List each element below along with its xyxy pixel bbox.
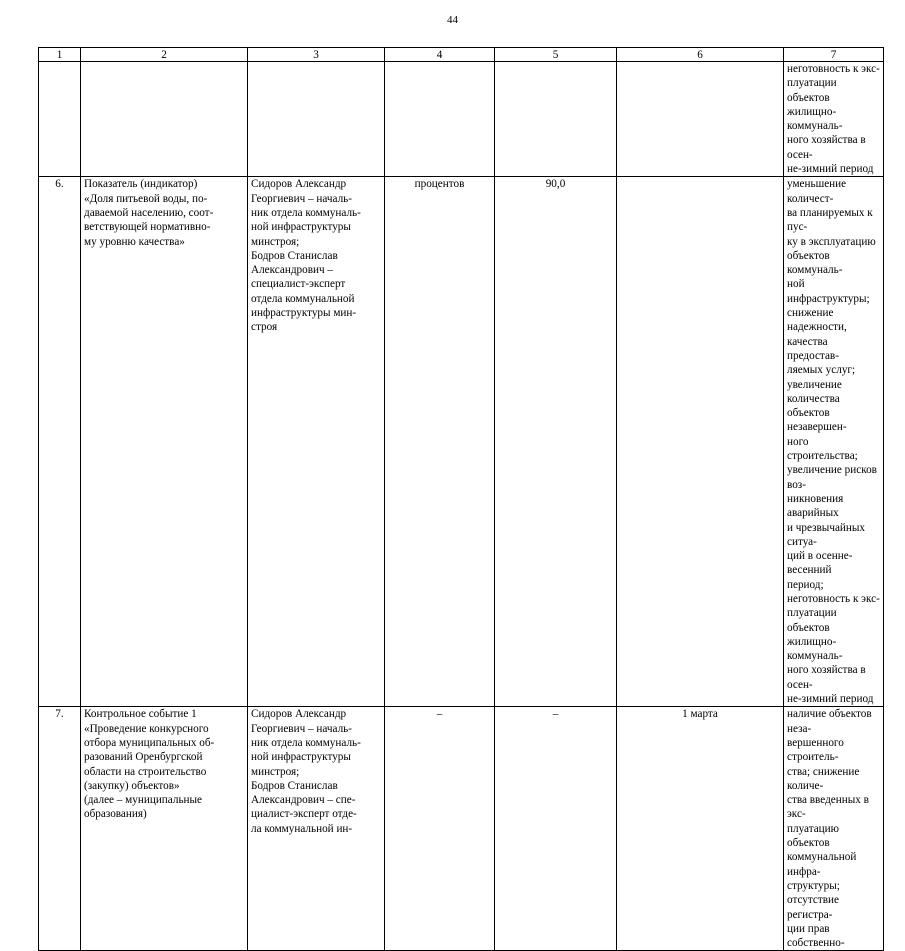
table-row — [39, 62, 884, 177]
row-risks: уменьшение количест- ва планируемых к пус- ку в эксплуатацию объектов коммуналь- ной инфраструктуры; снижение надежности, качества предостав- ляемых услуг; увеличение количества объектов незавершен- ного строительства; увеличение рисков воз- никновения аварийных и чрезвычайных ситуа- ций в осенне-весенний период; неготовность к экс- плуатации объектов жилищно-коммуналь- ного хозяйства в осен- не-зимний период — [784, 177, 884, 707]
row-date — [617, 62, 784, 177]
row-value: 90,0 — [495, 177, 617, 707]
row-date: 1 марта — [617, 707, 784, 951]
col-header-3: 3 — [248, 48, 385, 62]
col-header-5: 5 — [495, 48, 617, 62]
col-header-6: 6 — [617, 48, 784, 62]
row-unit: – — [385, 707, 495, 951]
row-name — [81, 62, 248, 177]
table-row — [39, 707, 884, 951]
row-risks: наличие объектов неза- вершенного строитель- ства; снижение количе- ства введенных в экс- плуатацию объектов коммунальной инфра- структуры; отсутствие регистра- ции прав собственно- — [784, 707, 884, 951]
plan-table — [38, 47, 884, 951]
page-number: 44 — [447, 14, 458, 26]
row-number: 7. — [39, 707, 81, 951]
col-header-4: 4 — [385, 48, 495, 62]
row-date — [617, 177, 784, 707]
row-number — [39, 62, 81, 177]
row-responsible: Сидоров Александр Георгиевич – началь- ник отдела коммуналь- ной инфраструктуры минстроя; Бодров Станислав Александрович – спе- циалист-эксперт отде- ла коммунальной ин- — [248, 707, 385, 951]
row-value — [495, 62, 617, 177]
header-row — [39, 48, 884, 62]
col-header-2: 2 — [81, 48, 248, 62]
row-responsible: Сидоров Александр Георгиевич – началь- ник отдела коммуналь- ной инфраструктуры минстроя; Бодров Станислав Александрович – специалист-эксперт отдела коммунальной инфраструктуры мин- строя — [248, 177, 385, 707]
row-risks: неготовность к экс- плуатации объектов жилищно-коммуналь- ного хозяйства в осен- не-зимний период — [784, 62, 884, 177]
row-name: Показатель (индикатор) «Доля питьевой воды, по- даваемой населению, соот- ветствующей нормативно- му уровню качества» — [81, 177, 248, 707]
col-header-7: 7 — [784, 48, 884, 62]
row-unit — [385, 62, 495, 177]
row-number: 6. — [39, 177, 81, 707]
row-unit: процентов — [385, 177, 495, 707]
col-header-1: 1 — [39, 48, 81, 62]
row-name: Контрольное событие 1 «Проведение конкурсного отбора муниципальных об- разований Оренбургской области на строительство (закупку) объектов» (далее – муниципальные образования) — [81, 707, 248, 951]
row-responsible — [248, 62, 385, 177]
row-value: – — [495, 707, 617, 951]
table-row — [39, 177, 884, 707]
